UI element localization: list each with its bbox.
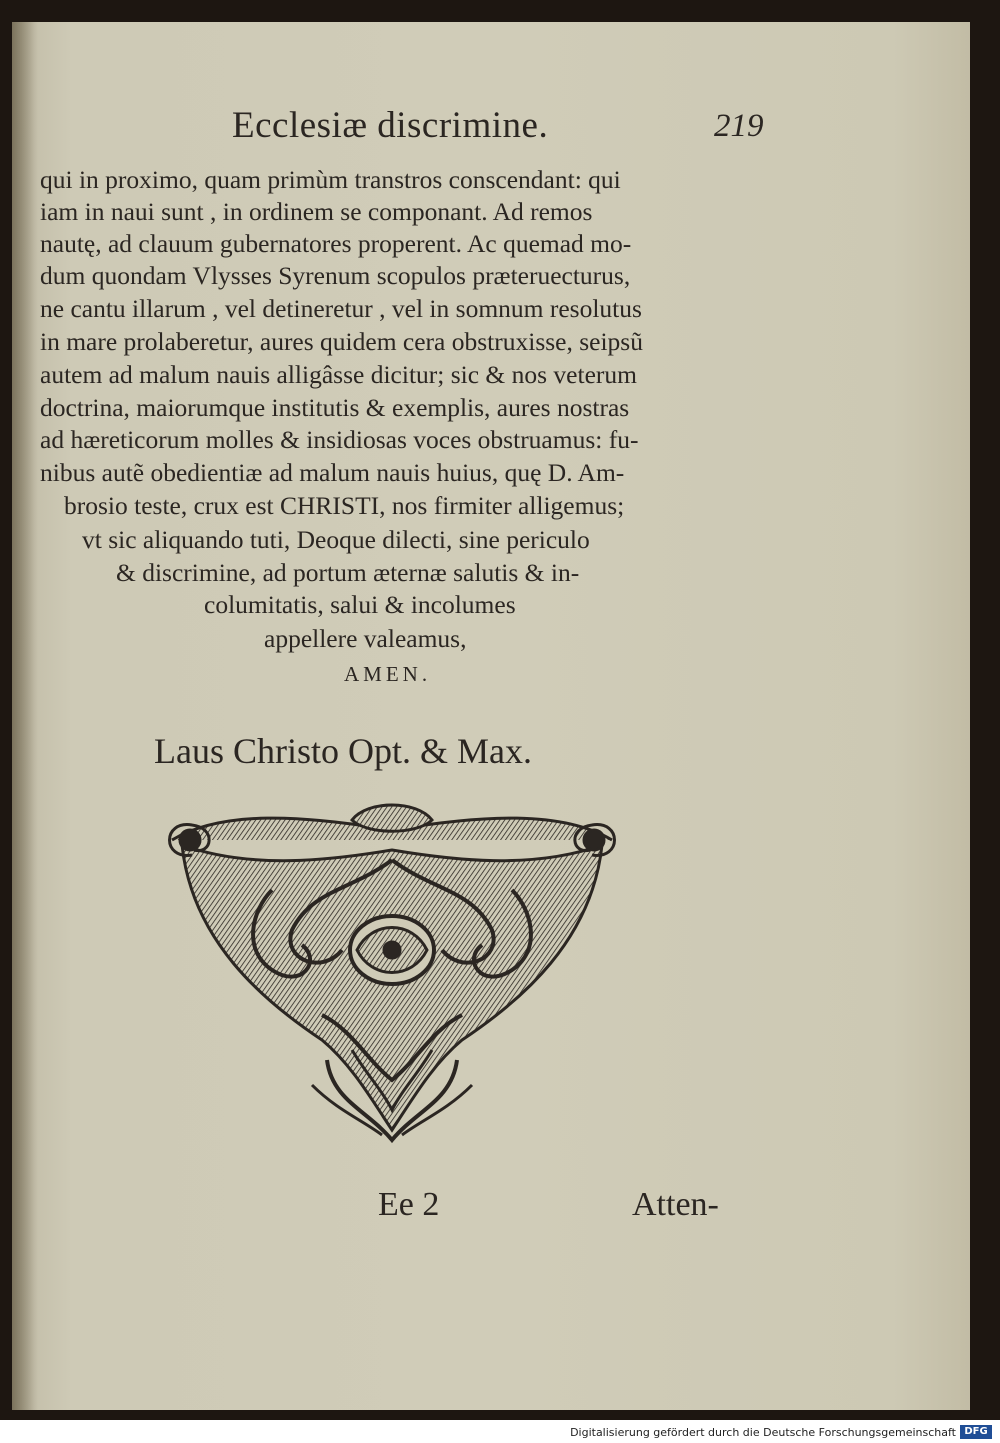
body-line: vt sic aliquando tuti, Deoque dilecti, sine periculo <box>82 525 590 554</box>
page-number: 219 <box>714 108 764 144</box>
signature-mark: Ee 2 <box>378 1186 440 1223</box>
body-line: ne cantu illarum , vel detineretur , vel in somnum resolutus <box>40 294 642 323</box>
running-head: Ecclesiæ discrimine. <box>232 105 549 146</box>
catchword: Atten- <box>632 1186 719 1223</box>
body-line: qui in proximo, quam primùm transtros conscendant: qui <box>40 165 621 194</box>
dfg-logo-icon: DFG <box>960 1425 992 1439</box>
body-line: appellere valeamus, <box>264 624 467 653</box>
body-line: nibus autẽ obedientiæ ad malum nauis huius, quę D. Am- <box>40 458 625 487</box>
body-line: iam in naui sunt , in ordinem se componant. Ad remos <box>40 197 593 226</box>
spine-shadow <box>12 22 38 1410</box>
body-line: nautę, ad clauum gubernatores properent. Ac quemad mo- <box>40 229 632 258</box>
closing-doxology: Laus Christo Opt. & Max. <box>154 731 532 771</box>
body-line: & discrimine, ad portum æternæ salutis & in- <box>116 558 580 587</box>
body-line: autem ad malum nauis alligâsse dicitur; sic & nos veterum <box>40 360 637 389</box>
body-line: ad hæreticorum molles & insidiosas voces obstruamus: fu- <box>40 425 639 454</box>
book-page <box>12 22 970 1410</box>
body-line: in mare prolaberetur, aures quidem cera obstruxisse, seipsũ <box>40 327 643 356</box>
amen-line: AMEN. <box>344 662 432 686</box>
digitization-credit: Digitalisierung gefördert durch die Deutsche Forschungsgemeinschaft <box>570 1426 956 1439</box>
body-line: doctrina, maiorumque institutis & exemplis, aures nostras <box>40 393 630 422</box>
body-line: brosio teste, crux est CHRISTI, nos firmiter alligemus; <box>64 491 625 520</box>
body-line: columitatis, salui & incolumes <box>204 590 516 619</box>
body-line: dum quondam Vlysses Syrenum scopulos præteruecturus, <box>40 261 631 290</box>
ornamental-tailpiece-icon <box>152 800 632 1150</box>
